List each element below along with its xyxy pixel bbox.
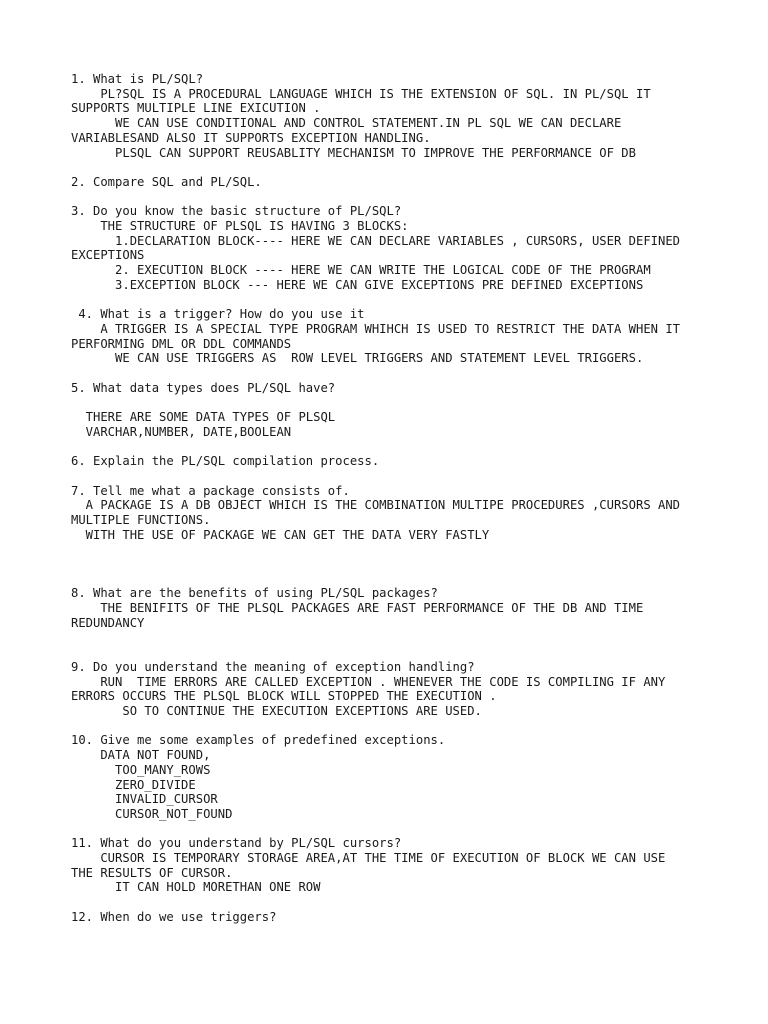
- text-line: A PACKAGE IS A DB OBJECT WHICH IS THE COMBINATION MULTIPE PROCEDURES ,CURSORS AND: [71, 498, 681, 513]
- question-12-heading: 12. When do we use triggers?: [71, 909, 277, 924]
- blank-line: [71, 822, 721, 837]
- blank-line: [71, 190, 721, 205]
- question-4-heading: 4. What is a trigger? How do you use it: [71, 307, 365, 322]
- blank-line: [71, 395, 721, 410]
- blank-line: [71, 557, 721, 572]
- text-line: VARIABLESAND ALSO IT SUPPORTS EXCEPTION HANDLING.: [71, 130, 431, 145]
- text-line: PL?SQL IS A PROCEDURAL LANGUAGE WHICH IS THE EXTENSION OF SQL. IN PL/SQL IT: [71, 86, 651, 101]
- text-line: A TRIGGER IS A SPECIAL TYPE PROGRAM WHIHCH IS USED TO RESTRICT THE DATA WHEN IT: [71, 321, 681, 336]
- question-5-heading: 5. What data types does PL/SQL have?: [71, 380, 336, 395]
- blank-line: [71, 293, 721, 308]
- text-line: CURSOR_NOT_FOUND: [71, 806, 233, 821]
- text-line: 3.EXCEPTION BLOCK --- HERE WE CAN GIVE EXCEPTIONS PRE DEFINED EXCEPTIONS: [71, 277, 644, 292]
- text-line: IT CAN HOLD MORETHAN ONE ROW: [71, 880, 321, 895]
- blank-line: [71, 542, 721, 557]
- text-line: INVALID_CURSOR: [71, 792, 218, 807]
- text-line: THE RESULTS OF CURSOR.: [71, 865, 233, 880]
- text-line: THE BENIFITS OF THE PLSQL PACKAGES ARE FAST PERFORMANCE OF THE DB AND TIME: [71, 601, 644, 616]
- text-line: DATA NOT FOUND,: [71, 748, 211, 763]
- blank-line: [71, 366, 721, 381]
- question-10-heading: 10. Give me some examples of predefined exceptions.: [71, 733, 446, 748]
- question-8-heading: 8. What are the benefits of using PL/SQL packages?: [71, 586, 438, 601]
- text-line: CURSOR IS TEMPORARY STORAGE AREA,AT THE TIME OF EXECUTION OF BLOCK WE CAN USE: [71, 851, 666, 866]
- question-3-heading: 3. Do you know the basic structure of PL/SQL?: [71, 204, 402, 219]
- question-11-heading: 11. What do you understand by PL/SQL cursors?: [71, 836, 402, 851]
- question-1-heading: 1. What is PL/SQL?: [71, 72, 204, 86]
- blank-line: [71, 895, 721, 910]
- question-2-heading: 2. Compare SQL and PL/SQL.: [71, 174, 262, 189]
- text-line: SUPPORTS MULTIPLE LINE EXICUTION .: [71, 101, 321, 116]
- text-line: WE CAN USE CONDITIONAL AND CONTROL STATEMENT.IN PL SQL WE CAN DECLARE: [71, 116, 622, 131]
- text-line: THERE ARE SOME DATA TYPES OF PLSQL: [71, 410, 336, 425]
- text-line: PLSQL CAN SUPPORT REUSABLITY MECHANISM TO IMPROVE THE PERFORMANCE OF DB: [71, 145, 636, 160]
- text-line: 1.DECLARATION BLOCK---- HERE WE CAN DECLARE VARIABLES , CURSORS, USER DEFINED: [71, 233, 681, 248]
- text-line: WITH THE USE OF PACKAGE WE CAN GET THE DATA VERY FASTLY: [71, 527, 490, 542]
- text-line: VARCHAR,NUMBER, DATE,BOOLEAN: [71, 424, 292, 439]
- text-line: ZERO_DIVIDE: [71, 777, 196, 792]
- blank-line: [71, 719, 721, 734]
- document-body: [71, 72, 721, 925]
- question-6-heading: 6. Explain the PL/SQL compilation process.: [71, 454, 380, 469]
- blank-line: [71, 469, 721, 484]
- text-line: MULTIPLE FUNCTIONS.: [71, 512, 211, 527]
- text-line: THE STRUCTURE OF PLSQL IS HAVING 3 BLOCKS:: [71, 219, 409, 233]
- blank-line: [71, 645, 721, 660]
- text-line: REDUNDANCY: [71, 615, 145, 630]
- text-line: SO TO CONTINUE THE EXECUTION EXCEPTIONS ARE USED.: [71, 704, 482, 719]
- question-9-heading: 9. Do you understand the meaning of exception handling?: [71, 659, 475, 674]
- text-line: 2. EXECUTION BLOCK ---- HERE WE CAN WRITE THE LOGICAL CODE OF THE PROGRAM: [71, 263, 651, 278]
- blank-line: [71, 160, 721, 175]
- text-line: EXCEPTIONS: [71, 248, 145, 263]
- question-7-heading: 7. Tell me what a package consists of.: [71, 483, 350, 498]
- text-line: TOO_MANY_ROWS: [71, 762, 211, 777]
- blank-line: [71, 440, 721, 455]
- text-line: RUN TIME ERRORS ARE CALLED EXCEPTION . WHENEVER THE CODE IS COMPILING IF ANY: [71, 674, 666, 689]
- text-line: ERRORS OCCURS THE PLSQL BLOCK WILL STOPPED THE EXECUTION .: [71, 689, 497, 704]
- blank-line: [71, 572, 721, 587]
- blank-line: [71, 631, 721, 646]
- text-line: WE CAN USE TRIGGERS AS ROW LEVEL TRIGGERS AND STATEMENT LEVEL TRIGGERS.: [71, 351, 644, 366]
- text-line: PERFORMING DML OR DDL COMMANDS: [71, 336, 292, 351]
